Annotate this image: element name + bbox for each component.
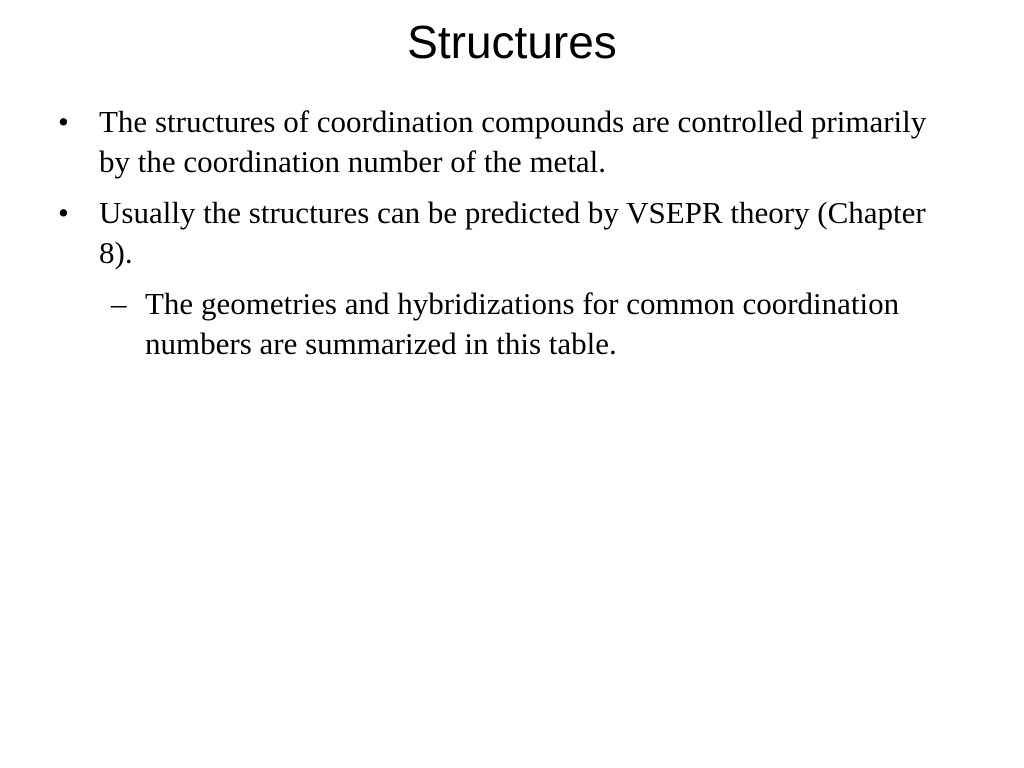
bullet-marker: • (58, 104, 69, 139)
slide-body (56, 102, 956, 375)
sub-bullet-item (56, 284, 956, 364)
sub-bullet-text: The geometries and hybridizations for common coordination numbers are summarized in this table. (145, 286, 900, 361)
bullet-text: The structures of coordination compounds are controlled primarily by the coordination number of the metal. (99, 104, 927, 179)
bullet-item (56, 193, 956, 273)
sub-bullet-marker: – (111, 286, 127, 321)
bullet-item (56, 102, 956, 182)
bullet-marker: • (58, 195, 69, 230)
bullet-text: Usually the structures can be predicted by VSEPR theory (Chapter 8). (99, 195, 926, 270)
slide-title: Structures (407, 16, 617, 68)
